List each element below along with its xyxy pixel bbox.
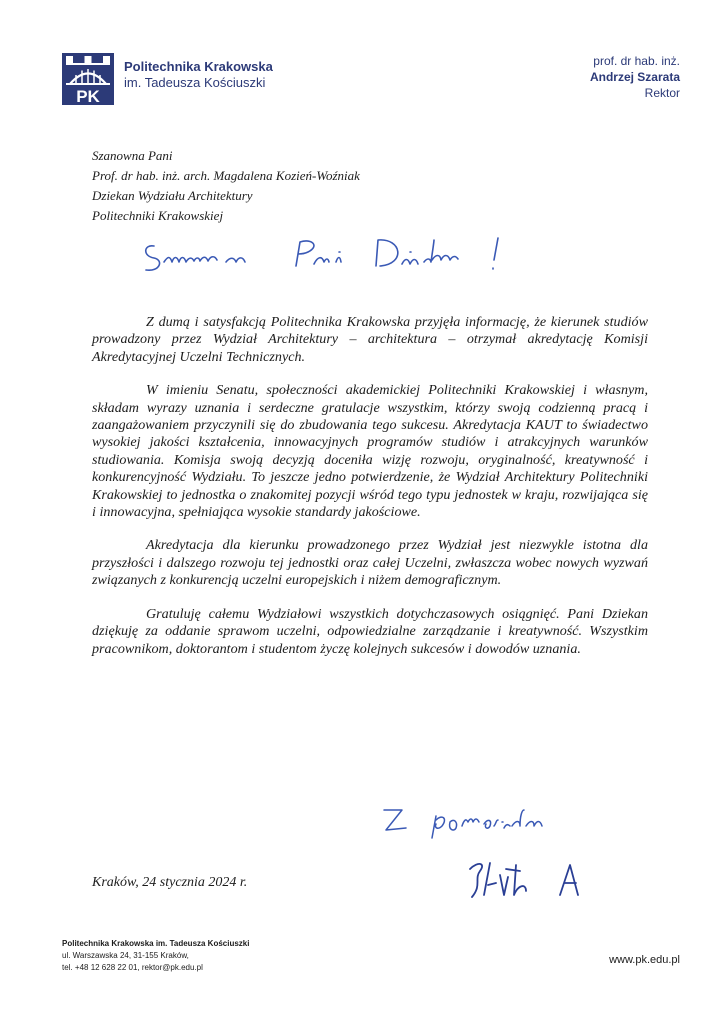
letter-body <box>92 314 648 674</box>
body-paragraph-2: W imieniu Senatu, społeczności akademickiej Politechniki Krakowskiej i własnym, składam wyrazy uznania i serdeczne gratulacje wszystkim, którzy swoją codzienną pracą i zaangażowaniem przyczynili się do zbudowania tego sukcesu. Akredytacja KAUT to świadectwo wysokiej jakości kształcenia, innowacyjnych programów studiów i atrakcyjnych warunków studiowania. Komisja swoją decyzją doceniła wizję rozwoju, oryginalność, kreatywność i konkurencyjność Wydziału. To jeszcze jedno potwierdzenie, że Wydział Architektury Politechniki Krakowskiej to jednostka o znakomitej pozycji wśród tego typu jednostek w kraju, rozwijająca się i innowacyjna, spełniająca wysokie standardy jakościowe. <box>92 382 648 521</box>
handwritten-closing <box>380 800 580 840</box>
rector-title: prof. dr hab. inż. <box>593 54 680 68</box>
footer-address <box>62 938 249 974</box>
pk-logo <box>62 53 114 105</box>
addressee-line1: Szanowna Pani <box>92 148 173 163</box>
body-paragraph-1: Z dumą i satysfakcją Politechnika Krakowska przyjęła informację, że kierunek studiów prowadzony przez Wydział Architektury – architektura – otrzymał akredytację Komisji Akredytacyjnej Uczelni Technicznych. <box>92 314 648 365</box>
rector-name: Andrzej Szarata <box>589 70 680 84</box>
place-and-date: Kraków, 24 stycznia 2024 r. <box>92 875 248 890</box>
body-paragraph-4: Gratuluję całemu Wydziałowi wszystkich dotychczasowych osiągnięć. Pani Dziekan dziękuję za oddanie sprawom uczelni, odpowiedzialne zarządzanie i kreatywność. Wszystkim pracownikom, doktorantom i studentom życzę kolejnych sukcesów i dowodów uznania. <box>92 605 648 657</box>
institution-name <box>124 59 273 91</box>
addressee-line2: Prof. dr hab. inż. arch. Magdalena Kozień-Woźniak <box>92 168 360 183</box>
logo-text: PK <box>76 87 100 105</box>
addressee-line3: Dziekan Wydziału Architektury <box>92 188 253 203</box>
addressee-line4: Politechniki Krakowskiej <box>92 208 224 223</box>
institution-name-line1: Politechnika Krakowska <box>124 59 273 74</box>
handwritten-greeting <box>140 232 510 278</box>
institution-name-line2: im. Tadeusza Kościuszki <box>124 75 266 90</box>
footer-street: ul. Warszawska 24, 31-155 Kraków, <box>62 951 189 960</box>
body-paragraph-3: Akredytacja dla kierunku prowadzonego przez Wydział jest niezwykle istotna dla przyszłości i dalszego rozwoju tej jednostki oraz całej Uczelni, zwłaszcza wobec nowych wyzwań związanych z konkurencją uczelni europejskich i niżem demograficznym. <box>92 537 648 589</box>
addressee-block <box>92 146 360 226</box>
rector-role: Rektor <box>644 86 680 100</box>
footer-institution: Politechnika Krakowska im. Tadeusza Kościuszki <box>62 939 250 948</box>
footer-contact: tel. +48 12 628 22 01, rektor@pk.edu.pl <box>62 963 203 972</box>
footer-website-link[interactable]: www.pk.edu.pl <box>609 954 680 966</box>
rector-block <box>590 53 680 101</box>
handwritten-signature <box>460 855 600 915</box>
